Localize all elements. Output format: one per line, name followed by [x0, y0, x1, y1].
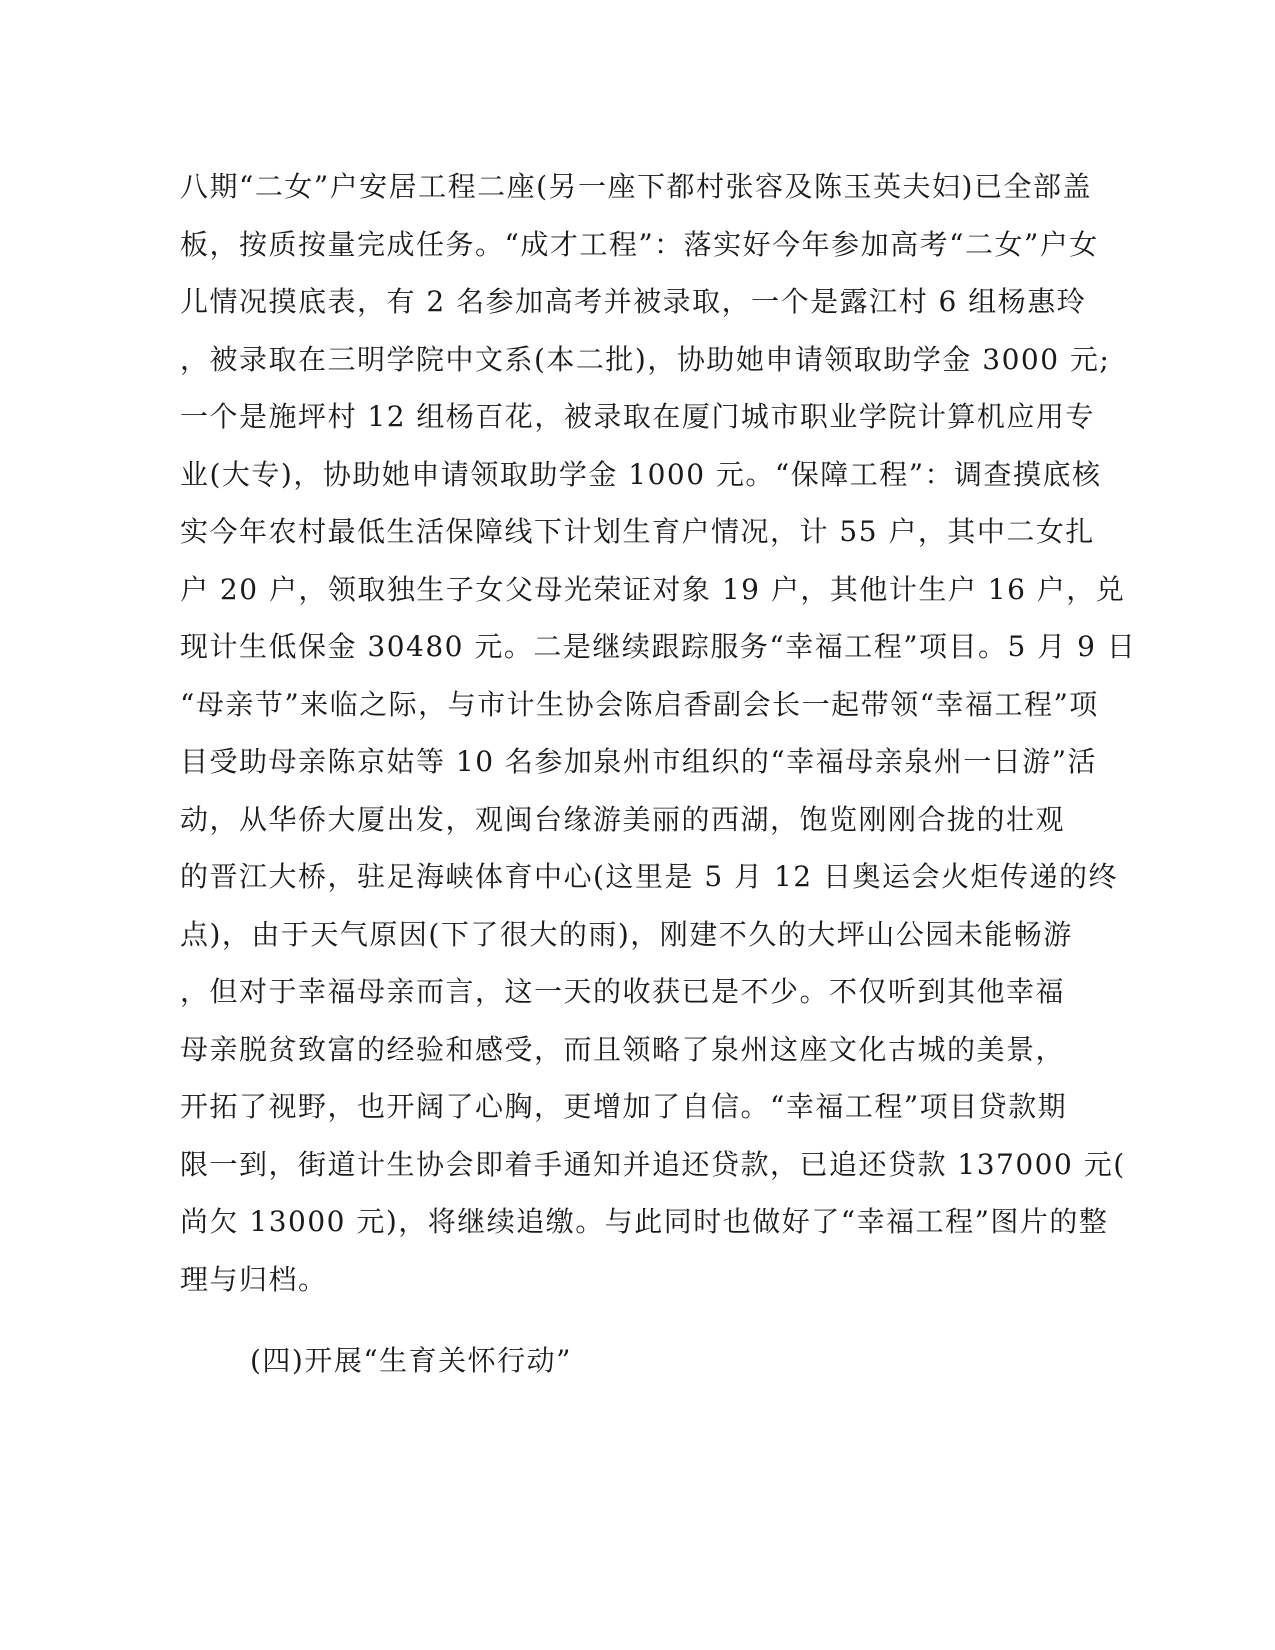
text-line: “母亲节”来临之际，与市计生协会陈启香副会长一起带领“幸福工程”项: [180, 687, 1099, 721]
text-line: 的晋江大桥，驻足海峡体育中心(这里是 5 月 12 日奥运会火炬传递的终: [180, 860, 1118, 893]
text-line: 儿情况摸底表，有 2 名参加高考并被录取，一个是露江村 6 组杨惠玲: [180, 285, 1087, 318]
text-line: 板，按质按量完成任务。“成才工程”：落实好今年参加高考“二女”户女: [180, 227, 1099, 261]
text-line: 尚欠 13000 元)，将继续追缴。与此同时也做好了“幸福工程”图片的整: [180, 1205, 1109, 1238]
text-line: 实今年农村最低生活保障线下计划生育户情况，计 55 户，其中二女扎: [180, 515, 1095, 548]
text-line: 开拓了视野，也开阔了心胸，更增加了自信。“幸福工程”项目贷款期: [180, 1090, 1068, 1123]
text-line: 限一到，街道计生协会即着手通知并追还贷款，已追还贷款 137000 元(: [180, 1147, 1126, 1181]
text-line: 动，从华侨大厦出发，观闽台缘游美丽的西湖，饱览刚刚合拢的壮观: [180, 802, 1066, 836]
text-line: 点)，由于天气原因(下了很大的雨)，刚建不久的大坪山公园未能畅游: [180, 917, 1073, 951]
text-line: 一个是施坪村 12 组杨百花，被录取在厦门城市职业学院计算机应用专: [180, 400, 1095, 433]
text-line: ，但对于幸福母亲而言，这一天的收获已是不少。不仅听到其他幸福: [180, 975, 1066, 1008]
text-line: 八期“二女”户安居工程二座(另一座下都村张容及陈玉英夫妇)已全部盖: [180, 170, 1092, 203]
text-line: 理与归档。: [180, 1262, 328, 1296]
section-heading: (四)开展“生育关怀行动”: [250, 1344, 572, 1377]
text-line: 户 20 户，领取独生子女父母光荣证对象 19 户，其他计生户 16 户，兑: [180, 572, 1126, 606]
text-line: 母亲脱贫致富的经验和感受，而且领略了泉州这座文化古城的美景，: [180, 1032, 1066, 1066]
text-line: 现计生低保金 30480 元。二是继续跟踪服务“幸福工程”项目。5 月 9 日: [180, 630, 1137, 663]
body-paragraph: [180, 158, 1137, 1308]
text-line: ，被录取在三明学院中文系(本二批)，协助她申请领取助学金 3000 元;: [180, 342, 1111, 376]
text-line: 业(大专)，协助她申请领取助学金 1000 元。“保障工程”：调查摸底核: [180, 457, 1102, 491]
text-line: 目受助母亲陈京姑等 10 名参加泉州市组织的“幸福母亲泉州一日游”活: [180, 745, 1098, 778]
